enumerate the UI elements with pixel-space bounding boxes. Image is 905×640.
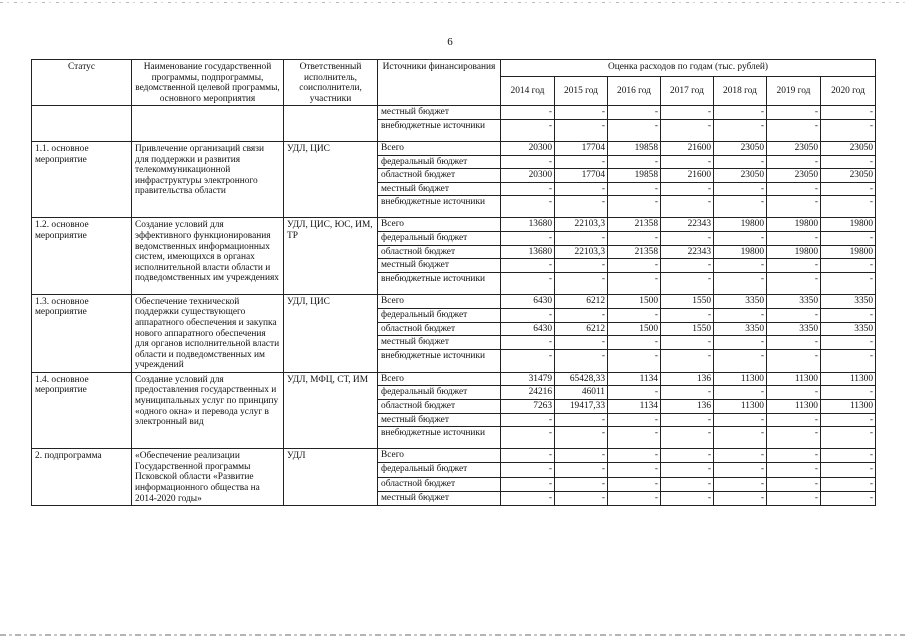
header-year: 2020 год (821, 76, 876, 105)
value-cell: 11300 (767, 400, 821, 414)
value-cell: - (767, 463, 821, 477)
value-cell: 13680 (501, 218, 555, 232)
value-cell: - (661, 491, 714, 505)
source-cell: внебюджетные источники (378, 350, 501, 373)
status-cell: 1.2. основное мероприятие (32, 218, 132, 294)
value-cell: - (608, 119, 661, 141)
value-cell: 23050 (767, 141, 821, 155)
source-cell: местный бюджет (378, 413, 501, 427)
value-cell: 21600 (661, 141, 714, 155)
value-cell: - (714, 427, 767, 449)
value-cell: - (501, 155, 555, 169)
value-cell: 23050 (821, 141, 876, 155)
value-cell: - (767, 231, 821, 245)
value-cell: 6430 (501, 322, 555, 336)
executor-cell: УДЛ (284, 449, 378, 506)
value-cell: - (555, 155, 608, 169)
value-cell: 46011 (555, 386, 608, 400)
value-cell: - (661, 196, 714, 218)
value-cell: 20300 (501, 169, 555, 183)
source-cell: областной бюджет (378, 322, 501, 336)
value-cell: - (714, 463, 767, 477)
value-cell: 11300 (767, 372, 821, 386)
value-cell: 19417,33 (555, 400, 608, 414)
value-cell: 21358 (608, 218, 661, 232)
value-cell: 65428,33 (555, 372, 608, 386)
value-cell: - (714, 259, 767, 273)
source-cell: внебюджетные источники (378, 119, 501, 141)
value-cell: - (501, 308, 555, 322)
value-cell: - (501, 231, 555, 245)
value-cell: - (767, 308, 821, 322)
value-cell: - (555, 449, 608, 463)
value-cell: - (501, 196, 555, 218)
value-cell: - (608, 427, 661, 449)
name-cell: Создание условий для предоставления государственных и муниципальных услуг по принципу «одного окна» и перевода услуг в электронный вид (132, 372, 284, 448)
value-cell: - (608, 106, 661, 120)
value-cell: - (821, 386, 876, 400)
value-cell: - (501, 491, 555, 505)
value-cell: - (661, 308, 714, 322)
value-cell: - (661, 413, 714, 427)
header-year: 2014 год (501, 76, 555, 105)
value-cell: - (661, 106, 714, 120)
value-cell: - (821, 119, 876, 141)
value-cell: 17704 (555, 141, 608, 155)
value-cell: - (501, 259, 555, 273)
source-cell: федеральный бюджет (378, 463, 501, 477)
source-cell: местный бюджет (378, 182, 501, 196)
value-cell: - (661, 386, 714, 400)
value-cell: - (555, 413, 608, 427)
value-cell: 6430 (501, 294, 555, 308)
source-cell: Всего (378, 218, 501, 232)
value-cell: - (714, 449, 767, 463)
value-cell: - (714, 155, 767, 169)
status-cell: 1.3. основное мероприятие (32, 294, 132, 372)
value-cell: - (767, 350, 821, 373)
value-cell: - (555, 336, 608, 350)
table-row (32, 294, 876, 308)
source-cell: местный бюджет (378, 336, 501, 350)
value-cell: - (714, 413, 767, 427)
value-cell: - (714, 196, 767, 218)
value-cell: 22343 (661, 245, 714, 259)
source-cell: областной бюджет (378, 477, 501, 491)
name-cell: Привлечение организаций связи для поддержки и развития телекоммуникационной инфраструктуры электронного правительства области (132, 141, 284, 217)
value-cell: - (555, 463, 608, 477)
value-cell: - (767, 155, 821, 169)
value-cell: - (608, 259, 661, 273)
status-cell: 1.1. основное мероприятие (32, 141, 132, 217)
value-cell: 1500 (608, 294, 661, 308)
source-cell: внебюджетные источники (378, 196, 501, 218)
value-cell: - (714, 477, 767, 491)
budget-table (31, 59, 876, 506)
value-cell: - (501, 182, 555, 196)
source-cell: Всего (378, 372, 501, 386)
name-cell: «Обеспечение реализации Государственной программы Псковской области «Развитие информационного общества на 2014-2020 годы» (132, 449, 284, 506)
value-cell: - (555, 308, 608, 322)
value-cell: - (821, 106, 876, 120)
value-cell: 6212 (555, 322, 608, 336)
value-cell: 1550 (661, 294, 714, 308)
table-header (32, 60, 876, 106)
value-cell: - (608, 308, 661, 322)
value-cell: - (821, 413, 876, 427)
value-cell: - (608, 196, 661, 218)
value-cell: 22103,3 (555, 245, 608, 259)
value-cell: - (608, 386, 661, 400)
value-cell: - (501, 449, 555, 463)
value-cell: 1134 (608, 400, 661, 414)
value-cell: - (661, 336, 714, 350)
value-cell: - (555, 427, 608, 449)
value-cell: - (767, 449, 821, 463)
header-year: 2017 год (661, 76, 714, 105)
value-cell: 24216 (501, 386, 555, 400)
source-cell: Всего (378, 449, 501, 463)
value-cell: - (821, 491, 876, 505)
value-cell: 3350 (767, 322, 821, 336)
value-cell: 17704 (555, 169, 608, 183)
value-cell: - (767, 259, 821, 273)
table-row (32, 106, 876, 120)
header-name: Наименование государственной программы, подпрограммы, ведомственной целевой программы, основного мероприятия (132, 60, 284, 106)
value-cell: 23050 (714, 141, 767, 155)
value-cell: - (767, 386, 821, 400)
value-cell: - (767, 491, 821, 505)
value-cell: 23050 (767, 169, 821, 183)
value-cell: - (501, 477, 555, 491)
value-cell: 19800 (821, 245, 876, 259)
value-cell: 31479 (501, 372, 555, 386)
value-cell: - (767, 106, 821, 120)
table-row (32, 449, 876, 463)
value-cell: - (555, 259, 608, 273)
value-cell: - (661, 449, 714, 463)
value-cell: - (501, 427, 555, 449)
value-cell: - (661, 182, 714, 196)
value-cell: - (714, 106, 767, 120)
value-cell: - (501, 463, 555, 477)
value-cell: 19800 (767, 245, 821, 259)
value-cell: - (767, 336, 821, 350)
value-cell: - (555, 182, 608, 196)
source-cell: областной бюджет (378, 245, 501, 259)
value-cell: - (821, 272, 876, 294)
name-cell: Создание условий для эффективного функционирования ведомственных информационных систем, имеющихся в органах исполнительной власти области и подведомственных им учреждениях (132, 218, 284, 294)
value-cell: - (821, 182, 876, 196)
executor-cell: УДЛ, ЦИС (284, 294, 378, 372)
value-cell: 1134 (608, 372, 661, 386)
status-cell: 1.4. основное мероприятие (32, 372, 132, 448)
header-year: 2015 год (555, 76, 608, 105)
value-cell: 13680 (501, 245, 555, 259)
value-cell: - (661, 427, 714, 449)
header-sources: Источники финансирования (378, 60, 501, 106)
header-year: 2016 год (608, 76, 661, 105)
value-cell: - (661, 231, 714, 245)
source-cell: федеральный бюджет (378, 308, 501, 322)
header-year: 2019 год (767, 76, 821, 105)
value-cell: 11300 (714, 400, 767, 414)
value-cell: - (661, 350, 714, 373)
value-cell: - (714, 350, 767, 373)
value-cell: - (555, 119, 608, 141)
value-cell: - (608, 413, 661, 427)
value-cell: - (608, 463, 661, 477)
value-cell: - (501, 336, 555, 350)
header-status: Статус (32, 60, 132, 106)
value-cell: 21358 (608, 245, 661, 259)
header-year: 2018 год (714, 76, 767, 105)
value-cell: - (821, 350, 876, 373)
table-body (32, 106, 876, 506)
value-cell: - (661, 119, 714, 141)
value-cell: - (714, 308, 767, 322)
value-cell: - (661, 477, 714, 491)
status-cell (32, 106, 132, 142)
value-cell: 22103,3 (555, 218, 608, 232)
value-cell: - (608, 272, 661, 294)
value-cell: - (661, 155, 714, 169)
value-cell: - (821, 463, 876, 477)
status-cell: 2. подпрограмма (32, 449, 132, 506)
value-cell: - (714, 272, 767, 294)
value-cell: 11300 (821, 372, 876, 386)
table-row (32, 372, 876, 386)
value-cell: - (555, 477, 608, 491)
value-cell: 3350 (821, 294, 876, 308)
source-cell: внебюджетные источники (378, 272, 501, 294)
executor-cell (284, 106, 378, 142)
value-cell: 1500 (608, 322, 661, 336)
source-cell: федеральный бюджет (378, 155, 501, 169)
header-executor: Ответственный исполнитель, соисполнители, участники (284, 60, 378, 106)
value-cell: - (608, 231, 661, 245)
value-cell: - (555, 231, 608, 245)
value-cell: 21600 (661, 169, 714, 183)
value-cell: - (821, 449, 876, 463)
value-cell: - (821, 259, 876, 273)
value-cell: 136 (661, 400, 714, 414)
value-cell: - (555, 350, 608, 373)
value-cell: - (501, 272, 555, 294)
value-cell: - (661, 272, 714, 294)
value-cell: - (767, 196, 821, 218)
value-cell: - (501, 350, 555, 373)
value-cell: - (821, 231, 876, 245)
value-cell: 6212 (555, 294, 608, 308)
value-cell: 19858 (608, 169, 661, 183)
value-cell: - (821, 427, 876, 449)
value-cell: - (714, 336, 767, 350)
value-cell: - (608, 350, 661, 373)
value-cell: - (555, 272, 608, 294)
value-cell: - (714, 231, 767, 245)
value-cell: - (661, 463, 714, 477)
source-cell: областной бюджет (378, 169, 501, 183)
value-cell: 3350 (714, 322, 767, 336)
value-cell: - (608, 182, 661, 196)
value-cell: - (555, 106, 608, 120)
name-cell: Обеспечение технической поддержки существующего аппаратного обеспечения и закупка нового аппаратного обеспечения для органов исполнительной власти области и подведомственных им учреждений (132, 294, 284, 372)
value-cell: - (608, 491, 661, 505)
value-cell: 20300 (501, 141, 555, 155)
value-cell: - (767, 182, 821, 196)
table-row (32, 218, 876, 232)
value-cell: - (714, 491, 767, 505)
value-cell: 19858 (608, 141, 661, 155)
source-cell: Всего (378, 294, 501, 308)
value-cell: 23050 (714, 169, 767, 183)
value-cell: - (714, 119, 767, 141)
value-cell: - (714, 182, 767, 196)
value-cell: - (661, 259, 714, 273)
value-cell: - (767, 272, 821, 294)
header-estimate: Оценка расходов по годам (тыс. рублей) (501, 60, 876, 77)
value-cell: 19800 (714, 218, 767, 232)
source-cell: местный бюджет (378, 259, 501, 273)
executor-cell: УДЛ, МФЦ, СТ, ИМ (284, 372, 378, 448)
value-cell: 22343 (661, 218, 714, 232)
value-cell: - (608, 155, 661, 169)
value-cell: - (501, 119, 555, 141)
source-cell: федеральный бюджет (378, 386, 501, 400)
value-cell: 1550 (661, 322, 714, 336)
value-cell: 19800 (821, 218, 876, 232)
value-cell: - (767, 477, 821, 491)
source-cell: федеральный бюджет (378, 231, 501, 245)
value-cell: - (821, 477, 876, 491)
value-cell: 3350 (821, 322, 876, 336)
value-cell: 7263 (501, 400, 555, 414)
value-cell: - (608, 449, 661, 463)
value-cell: - (714, 386, 767, 400)
value-cell: - (821, 196, 876, 218)
value-cell: - (821, 155, 876, 169)
executor-cell: УДЛ, ЦИС (284, 141, 378, 217)
value-cell: - (608, 477, 661, 491)
source-cell: местный бюджет (378, 491, 501, 505)
value-cell: 19800 (714, 245, 767, 259)
value-cell: 3350 (714, 294, 767, 308)
value-cell: - (608, 336, 661, 350)
value-cell: 19800 (767, 218, 821, 232)
executor-cell: УДЛ, ЦИС, ЮС, ИМ, ТР (284, 218, 378, 294)
source-cell: внебюджетные источники (378, 427, 501, 449)
value-cell: 23050 (821, 169, 876, 183)
value-cell: - (555, 196, 608, 218)
value-cell: - (767, 413, 821, 427)
value-cell: 11300 (714, 372, 767, 386)
value-cell: - (501, 106, 555, 120)
table-row (32, 141, 876, 155)
value-cell: - (821, 308, 876, 322)
source-cell: областной бюджет (378, 400, 501, 414)
scan-edge-bottom (0, 634, 905, 636)
name-cell (132, 106, 284, 142)
source-cell: Всего (378, 141, 501, 155)
value-cell: - (501, 413, 555, 427)
value-cell: 3350 (767, 294, 821, 308)
scan-edge-top (0, 2, 905, 3)
value-cell: - (767, 427, 821, 449)
value-cell: 136 (661, 372, 714, 386)
value-cell: - (767, 119, 821, 141)
value-cell: 11300 (821, 400, 876, 414)
value-cell: - (555, 491, 608, 505)
value-cell: - (821, 336, 876, 350)
source-cell: местный бюджет (378, 106, 501, 120)
page-number: 6 (447, 36, 453, 48)
